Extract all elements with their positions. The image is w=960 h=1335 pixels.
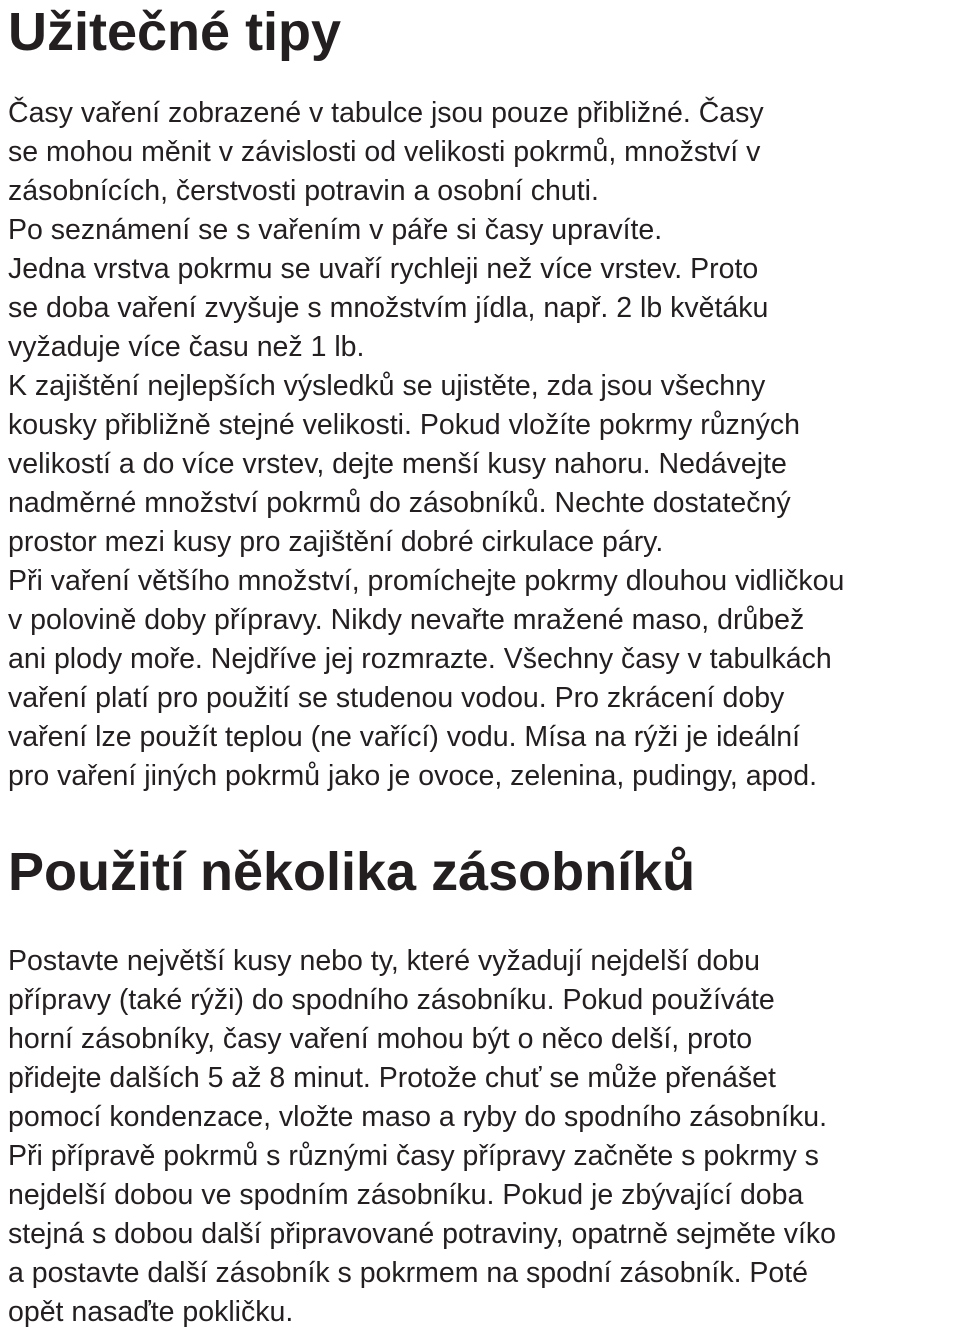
text-line: Časy vaření zobrazené v tabulce jsou pouze přibližné. Časy <box>8 97 764 129</box>
text-line: stejná s dobou další připravované potraviny, opatrně sejměte víko <box>8 1218 837 1250</box>
text-line: kousky přibližně stejné velikosti. Pokud vložíte pokrmy různých <box>8 409 801 441</box>
text-line: opět nasaďte pokličku. <box>8 1296 294 1328</box>
text-line: zásobnících, čerstvosti potravin a osobní chuti. <box>8 175 599 207</box>
text-line: Po seznámení se s vařením v páře si časy upravíte. <box>8 214 663 246</box>
text-line: Při přípravě pokrmů s různými časy přípravy začněte s pokrmy s <box>8 1140 819 1172</box>
text-line: přípravy (také rýži) do spodního zásobníku. Pokud používáte <box>8 984 775 1016</box>
text-line: velikostí a do více vrstev, dejte menší kusy nahoru. Nedávejte <box>8 448 787 480</box>
section-multiple-trays <box>8 840 960 1332</box>
text-line: Při vaření většího množství, promíchejte pokrmy dlouhou vidličkou <box>8 565 845 597</box>
text-line: Jedna vrstva pokrmu se uvaří rychleji než více vrstev. Proto <box>8 253 759 285</box>
text-line: K zajištění nejlepších výsledků se ujistěte, zda jsou všechny <box>8 370 766 402</box>
heading-multiple-trays: Použití několika zásobníků <box>8 842 696 902</box>
text-line: prostor mezi kusy pro zajištění dobré cirkulace páry. <box>8 526 664 558</box>
text-line: nadměrné množství pokrmů do zásobníků. Nechte dostatečný <box>8 487 791 519</box>
text-line: přidejte dalších 5 až 8 minut. Protože chuť se může přenášet <box>8 1062 776 1094</box>
text-line: horní zásobníky, časy vaření mohou být o něco delší, proto <box>8 1023 753 1055</box>
text-line: vaření platí pro použití se studenou vodou. Pro zkrácení doby <box>8 682 785 714</box>
paragraph-useful-tips <box>8 94 960 796</box>
text-line: se mohou měnit v závislosti od velikosti pokrmů, množství v <box>8 136 761 168</box>
paragraph-multiple-trays <box>8 942 960 1332</box>
text-line: a postavte další zásobník s pokrmem na spodní zásobník. Poté <box>8 1257 809 1289</box>
text-line: pomocí kondenzace, vložte maso a ryby do spodního zásobníku. <box>8 1101 828 1133</box>
text-line: Postavte největší kusy nebo ty, které vyžadují nejdelší dobu <box>8 945 760 977</box>
text-line: se doba vaření zvyšuje s množstvím jídla, např. 2 lb květáku <box>8 292 769 324</box>
text-line: vaření lze použít teplou (ne vařící) vodu. Mísa na rýži je ideální <box>8 721 801 753</box>
text-line: nejdelší dobou ve spodním zásobníku. Pokud je zbývající doba <box>8 1179 804 1211</box>
text-line: v polovině doby přípravy. Nikdy nevařte mražené maso, drůbež <box>8 604 805 636</box>
heading-useful-tips: Užitečné tipy <box>8 2 342 62</box>
section-useful-tips <box>8 0 960 796</box>
text-line: pro vaření jiných pokrmů jako je ovoce, zelenina, pudingy, apod. <box>8 760 818 792</box>
text-line: ani plody moře. Nejdříve jej rozmrazte. Všechny časy v tabulkách <box>8 643 832 675</box>
text-line: vyžaduje více času než 1 lb. <box>8 331 365 363</box>
